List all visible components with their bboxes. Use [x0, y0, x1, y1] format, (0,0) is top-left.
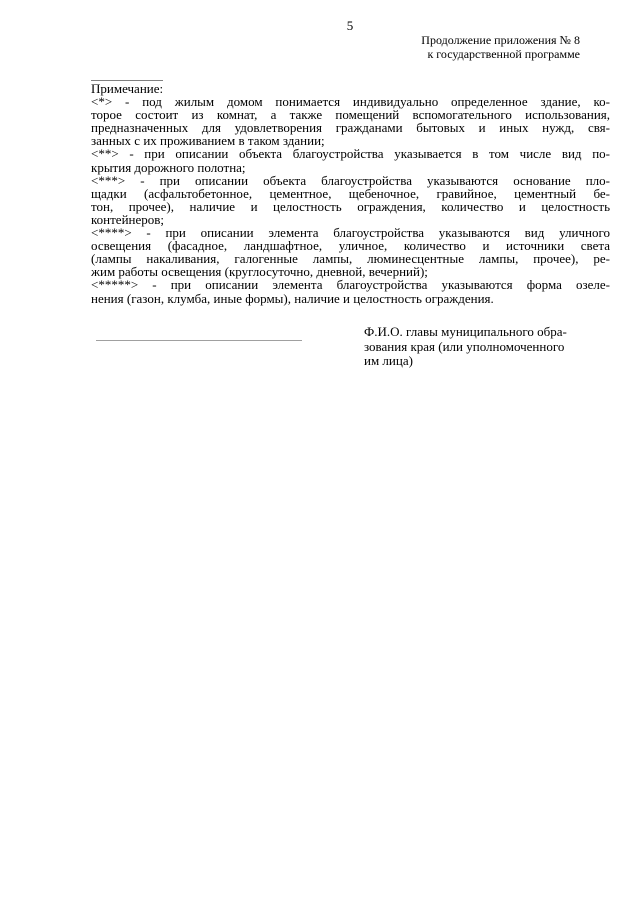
note-line: занных с их проживанием в таком здании; [91, 133, 325, 149]
note-line: (лампы накаливания, галогенные лампы, люминесцентные лампы, прочее), ре- [91, 251, 610, 267]
note-line: освещения (фасадное, ландшафтное, уличное, количество и источники света [91, 238, 610, 254]
signature-caption-line: им лица) [364, 353, 413, 368]
note-line: торое состоит из комнат, а также помещений вспомогательного использования, [91, 107, 610, 123]
signature-line [96, 340, 302, 341]
signature-caption-line: зования края (или уполномоченного [364, 338, 565, 354]
appendix-header [380, 33, 580, 61]
appendix-header-line-1: Продолжение приложения № 8 [421, 33, 580, 47]
note-line: <*****> - при описании элемента благоустройства указываются форма озеле- [91, 277, 610, 293]
note-line: тон, прочее), наличие и целостность ограждения, количество и целостность [91, 198, 610, 214]
note-line: <**> - при описании объекта благоустройства указывается в том числе вид по- [91, 146, 610, 162]
note-line: жим работы освещения (круглосуточно, дневной, вечерний); [91, 264, 428, 280]
note-line: контейнеров; [91, 211, 164, 227]
signature-caption-line: Ф.И.О. главы муниципального обра- [364, 324, 567, 339]
note-line: <***> - при описании объекта благоустройства указываются основание пло- [91, 172, 610, 188]
note-title: Примечание: [91, 81, 164, 96]
note-line: <*> - под жилым домом понимается индивидуально определенное здание, ко- [91, 94, 610, 110]
note-line: <****> - при описании элемента благоустройства указываются вид уличного [91, 225, 610, 241]
page-number: 5 [346, 18, 354, 33]
note-section [91, 80, 610, 305]
note-line: щадки (асфальтобетонное, цементное, щебеночное, гравийное, цементный бе- [91, 185, 610, 201]
signature-caption [364, 325, 610, 369]
note-line: предназначенных для удовлетворения гражданами бытовых и иных нужд, свя- [91, 120, 610, 136]
note-line: крытия дорожного полотна; [91, 159, 246, 175]
note-line: нения (газон, клумба, иные формы), наличие и целостность ограждения. [91, 290, 494, 306]
appendix-header-line-2: к государственной программе [427, 47, 580, 61]
